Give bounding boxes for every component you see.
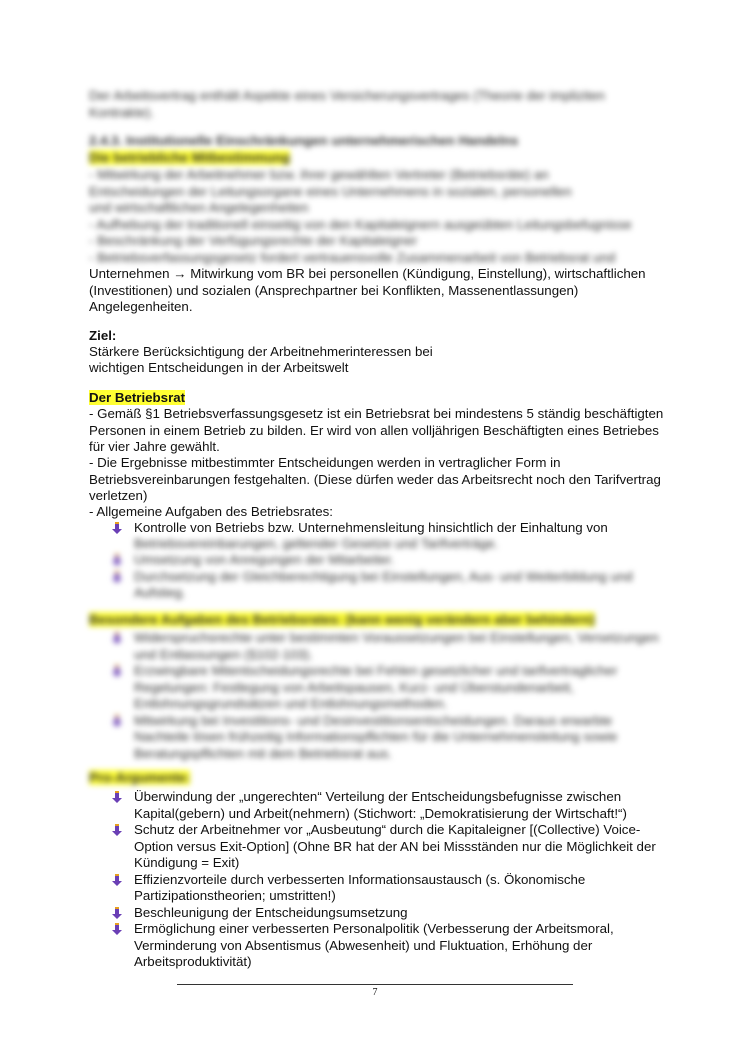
besondere-list bbox=[89, 630, 669, 762]
list-item bbox=[89, 905, 679, 922]
arrow-bullet-icon bbox=[111, 906, 125, 920]
aufgaben-blurred bbox=[89, 536, 669, 553]
allgemeine-aufgaben-list bbox=[89, 520, 669, 537]
besondere-heading bbox=[89, 612, 595, 629]
list-item bbox=[89, 663, 669, 713]
arrow-bullet-icon bbox=[111, 664, 125, 678]
list-item-text: Mitwirkung bei Investitions- und Desinvestitionsentscheidungen. Daraus erwarbte Nachteile lösen frühzeitig Informationspflichten für die Unternehmensleitung sowie Beratungspflichten mit dem Betriebsrat aus. bbox=[134, 712, 618, 761]
arrow-bullet-icon bbox=[111, 922, 125, 936]
list-item bbox=[89, 569, 669, 602]
list-item-text: Umsetzung von Anregungen der Mitarbeiter. bbox=[134, 552, 395, 567]
section-heading: 2.4.3. Institutionelle Einschränkungen unternehmerischen Handelns bbox=[89, 133, 519, 148]
list-item-text: Durchsetzung der Gleichberechtigung bei Einstellungen, Aus- und Weiterbildung und Aufstieg. bbox=[134, 568, 633, 600]
list-item bbox=[89, 822, 679, 872]
ziel-label: Ziel: bbox=[89, 328, 117, 343]
list-item bbox=[89, 520, 669, 537]
list-item bbox=[89, 789, 679, 822]
intro-paragraph: Der Arbeitsvertrag enthält Aspekte eines Versicherungsvertrages (Theorie der impliziten Kontrakte). bbox=[89, 88, 605, 120]
list-item bbox=[89, 713, 669, 763]
pro-heading bbox=[89, 770, 190, 787]
list-item-text: Kontrolle von Betriebs bzw. Unternehmensleitung hinsichtlich der Einhaltung von bbox=[134, 520, 608, 535]
subheading-text: Die betriebliche Mitbestimmung bbox=[89, 150, 290, 165]
page-number: 7 bbox=[372, 987, 378, 998]
list-item bbox=[89, 921, 679, 971]
list-item-text: Ermöglichung einer verbesserten Personalpolitik (Verbesserung der Arbeitsmoral, Verminderung von Absentismus (Abwesenheit) und Fluktuation, Erhöhung der Arbeitsproduktivität) bbox=[134, 921, 614, 969]
arrow-bullet-icon bbox=[111, 570, 125, 584]
blurred-line: und wirtschaftlichen Angelegenheiten bbox=[89, 200, 309, 215]
blurred-line: - Mitwirkung der Arbeitnehmer bzw. ihrer gewählten Vertreter (Betriebsräte) an bbox=[89, 167, 549, 182]
list-item-text: Effizienzvorteile durch verbesserten Informationsaustausch (s. Ökonomische Partizipationstheorien; umstritten!) bbox=[134, 871, 586, 903]
list-item-text: Erzwingbare Mitentscheidungsrechte bei Fehlen gesetzlicher und tarifvertraglicher Regelungen: Festlegung von Arbeitspausen, Kurz- und Überstundenarbeit, Entlohnungsgrundsätzen und Entlohnungsmethoden. bbox=[134, 663, 618, 711]
besondere-heading-text: Besondere Aufgaben des Betriebsrates: (kann wenig verändern aber behindern) bbox=[89, 612, 595, 627]
blurred-line: Betriebsvereinbarungen, geltender Gesetze und Tarifverträge. bbox=[134, 536, 499, 551]
list-item-text: Widerspruchsrechte unter bestimmten Voraussetzungen bei Einstellungen, Versetzungen und Entlassungen (§102-103). bbox=[134, 630, 659, 662]
betriebsrat-point-3: - Allgemeine Aufgaben des Betriebsrates: bbox=[89, 504, 333, 519]
ziel-line-1: Stärkere Berücksichtigung der Arbeitnehmerinteressen bei bbox=[89, 344, 433, 359]
arrow-bullet-icon bbox=[111, 823, 125, 837]
list-item bbox=[89, 630, 669, 663]
arrow-bullet-icon bbox=[111, 553, 125, 567]
list-item-text: Überwindung der „ungerechten“ Verteilung der Entscheidungsbefugnisse zwischen Kapital(gebern) und Arbeit(nehmern) (Stichwort: „Demokratisierung der Wirtschaft!“) bbox=[134, 789, 627, 821]
ziel-line-2: wichtigen Entscheidungen in der Arbeitswelt bbox=[89, 360, 349, 375]
subheading-mitbestimmung bbox=[89, 150, 290, 167]
mitbestimmung-lines bbox=[89, 167, 669, 266]
betriebsrat-heading-text: Der Betriebsrat bbox=[89, 390, 186, 405]
pro-heading-text: Pro-Argumente: bbox=[89, 770, 191, 785]
list-item bbox=[89, 872, 679, 905]
list-item-text: Beschleunigung der Entscheidungsumsetzung bbox=[134, 904, 408, 920]
arrow-bullet-icon bbox=[111, 714, 125, 728]
footer-divider bbox=[177, 984, 573, 985]
pro-arguments-list bbox=[89, 789, 679, 971]
betriebsrat-heading bbox=[89, 390, 185, 407]
blurred-line: - Aufhebung der traditionell einseitig von den Kapitaleignern ausgeübten Leitungsbefugnisse bbox=[89, 216, 632, 232]
betriebsrat-point-1: - Gemäß §1 Betriebsverfassungsgesetz ist ein Betriebsrat bei mindestens 5 ständig beschäftigten Personen in einem Betrieb zu bilden. Er wird von allen volljährigen Beschäftigten eines Betriebes für vier Jahre gewählt. bbox=[89, 406, 664, 454]
mitwirkung-paragraph: Unternehmen → Mitwirkung vom BR bei personellen (Kündigung, Einstellung), wirtschaftlichen (Investitionen) und sozialen (Ansprechpartner bei Konflikten, Massenentlassungen) Angelegenheiten. bbox=[89, 266, 646, 314]
blurred-line: - Beschränkung der Verfügungsrechte der Kapitaleigner bbox=[89, 233, 418, 248]
blurred-line: Entscheidungen der Leitungsorgane eines Unternehmens in sozialen, personellen bbox=[89, 183, 572, 199]
arrow-bullet-icon bbox=[111, 631, 125, 645]
list-item-text: Schutz der Arbeitnehmer vor „Ausbeutung“ durch die Kapitaleigner [(Collective) Voice-Option versus Exit-Option] (Ohne BR hat der AN bei Missständen nur die Möglichkeit der Kündigung = Exit) bbox=[134, 822, 656, 870]
betriebsrat-point-2: - Die Ergebnisse mitbestimmter Entscheidungen werden in vertraglicher Form in Betriebsvereinbarungen festgehalten. (Diese dürfen weder das Arbeitsrecht noch den Tarifvertrag verletzen) bbox=[89, 455, 661, 503]
aufgaben-blurred-list bbox=[89, 552, 669, 602]
list-item bbox=[89, 552, 669, 569]
arrow-bullet-icon bbox=[111, 873, 125, 887]
arrow-bullet-icon bbox=[111, 790, 125, 804]
arrow-bullet-icon bbox=[111, 521, 125, 535]
blurred-line: - Betriebsverfassungsgesetz fordert vertrauensvolle Zusammenarbeit von Betriebsrat und bbox=[89, 249, 616, 265]
